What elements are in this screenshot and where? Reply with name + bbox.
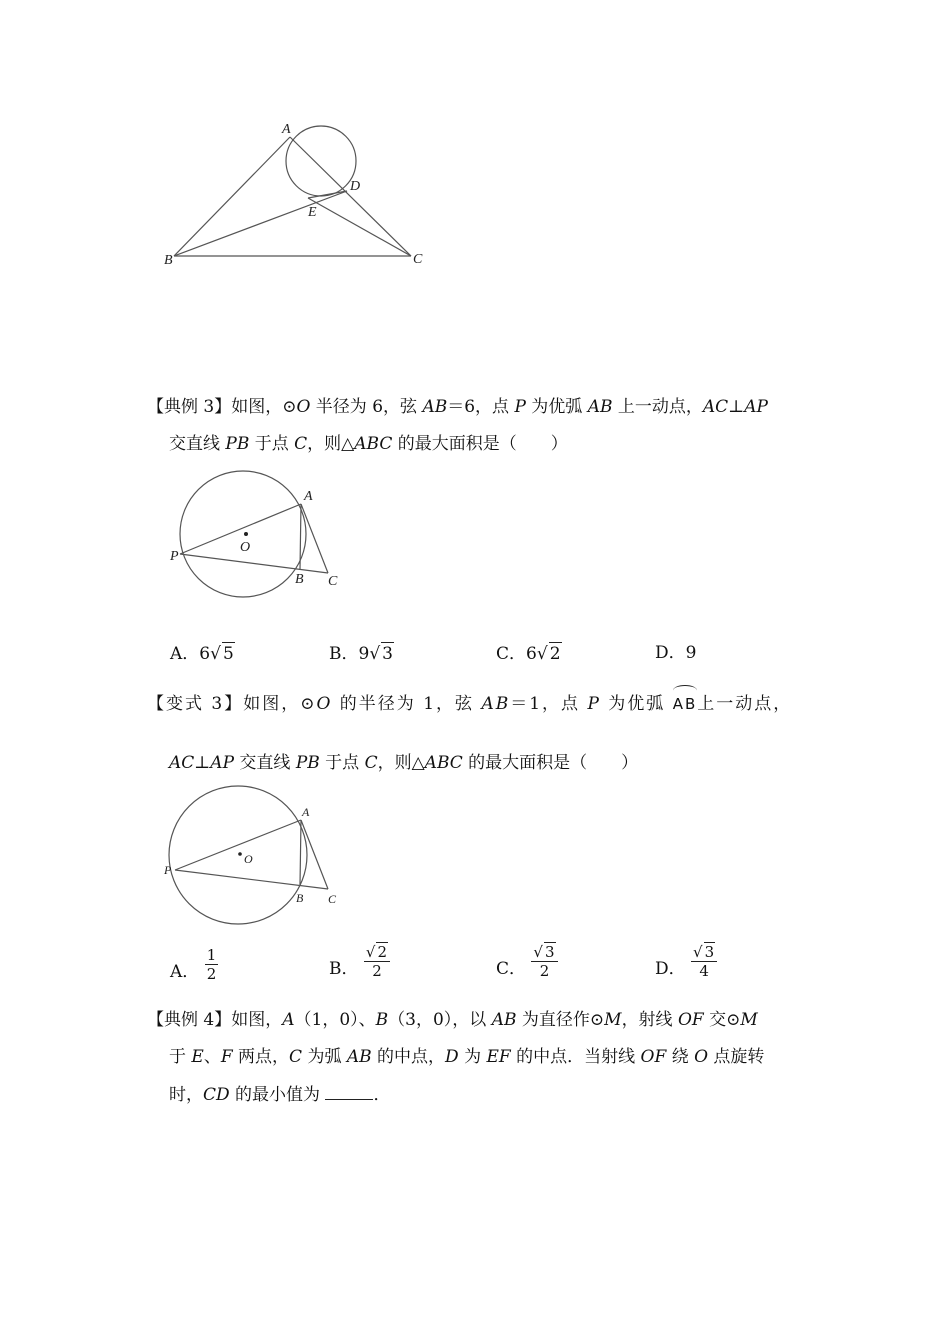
variant3-option-a[interactable]: A． $\frac{1}{2}$ bbox=[170, 946, 217, 983]
label-A: A bbox=[304, 489, 313, 504]
example3-line2: 交直线 PB 于点 C，则△ABC 的最大面积是（ ） bbox=[169, 434, 568, 454]
example3-option-a[interactable]: A．6√ 5 bbox=[170, 644, 234, 664]
variant3-line1: 【变式 3】如图，⊙O 的半径为 1，弦 AB＝1，点 P 为优弧 AB上一动点， bbox=[147, 694, 793, 714]
variant3-line2: AC⊥AP 交直线 PB 于点 C，则△ABC 的最大面积是（ ） bbox=[169, 753, 639, 773]
answer-blank[interactable] bbox=[325, 1085, 373, 1100]
example3-option-d[interactable]: D．9 bbox=[655, 643, 697, 663]
variant3-option-c[interactable]: C． $\frac{√ 3}{2}$ bbox=[496, 942, 558, 990]
example4-line3: 时，CD 的最小值为 ． bbox=[169, 1085, 391, 1105]
example3-option-b[interactable]: B．9√ 3 bbox=[329, 644, 393, 664]
label-D: D bbox=[350, 179, 361, 194]
label-C: C bbox=[328, 574, 338, 589]
label-B: B bbox=[295, 572, 304, 587]
label-O: O bbox=[244, 852, 253, 866]
label-A: A bbox=[302, 805, 310, 819]
label-C: C bbox=[413, 252, 423, 267]
label-B: B bbox=[296, 891, 304, 905]
variant3-option-b[interactable]: B． $\frac{√ 2}{2}$ bbox=[329, 942, 390, 990]
example4-line2: 于 E、F 两点，C 为弧 AB 的中点，D 为 EF 的中点．当射线 OF 绕 O 点旋转 bbox=[169, 1047, 765, 1067]
label-A: A bbox=[282, 122, 291, 137]
label-O: O bbox=[240, 540, 251, 555]
arc-ab: AB bbox=[672, 695, 698, 713]
label-P: P bbox=[164, 863, 172, 877]
figure-variant3 bbox=[160, 782, 350, 932]
label-P: P bbox=[170, 549, 179, 564]
example3-line1: 【典例 3】如图，⊙O 半径为 6，弦 AB＝6，点 P 为优弧 AB 上一动点，AC⊥AP bbox=[147, 397, 768, 417]
label-C: C bbox=[328, 892, 337, 906]
figure-triangle-circle-1 bbox=[150, 110, 450, 280]
label-E: E bbox=[308, 205, 317, 220]
example3-option-c[interactable]: C．6√ 2 bbox=[496, 644, 561, 664]
example4-line1: 【典例 4】如图，A（1，0）、B（3，0），以 AB 为直径作⊙M，射线 OF 交⊙M bbox=[147, 1010, 758, 1030]
figure-example3 bbox=[165, 468, 355, 603]
label-B: B bbox=[164, 253, 173, 268]
variant3-option-d[interactable]: D． $\frac{√ 3}{4}$ bbox=[655, 942, 717, 990]
